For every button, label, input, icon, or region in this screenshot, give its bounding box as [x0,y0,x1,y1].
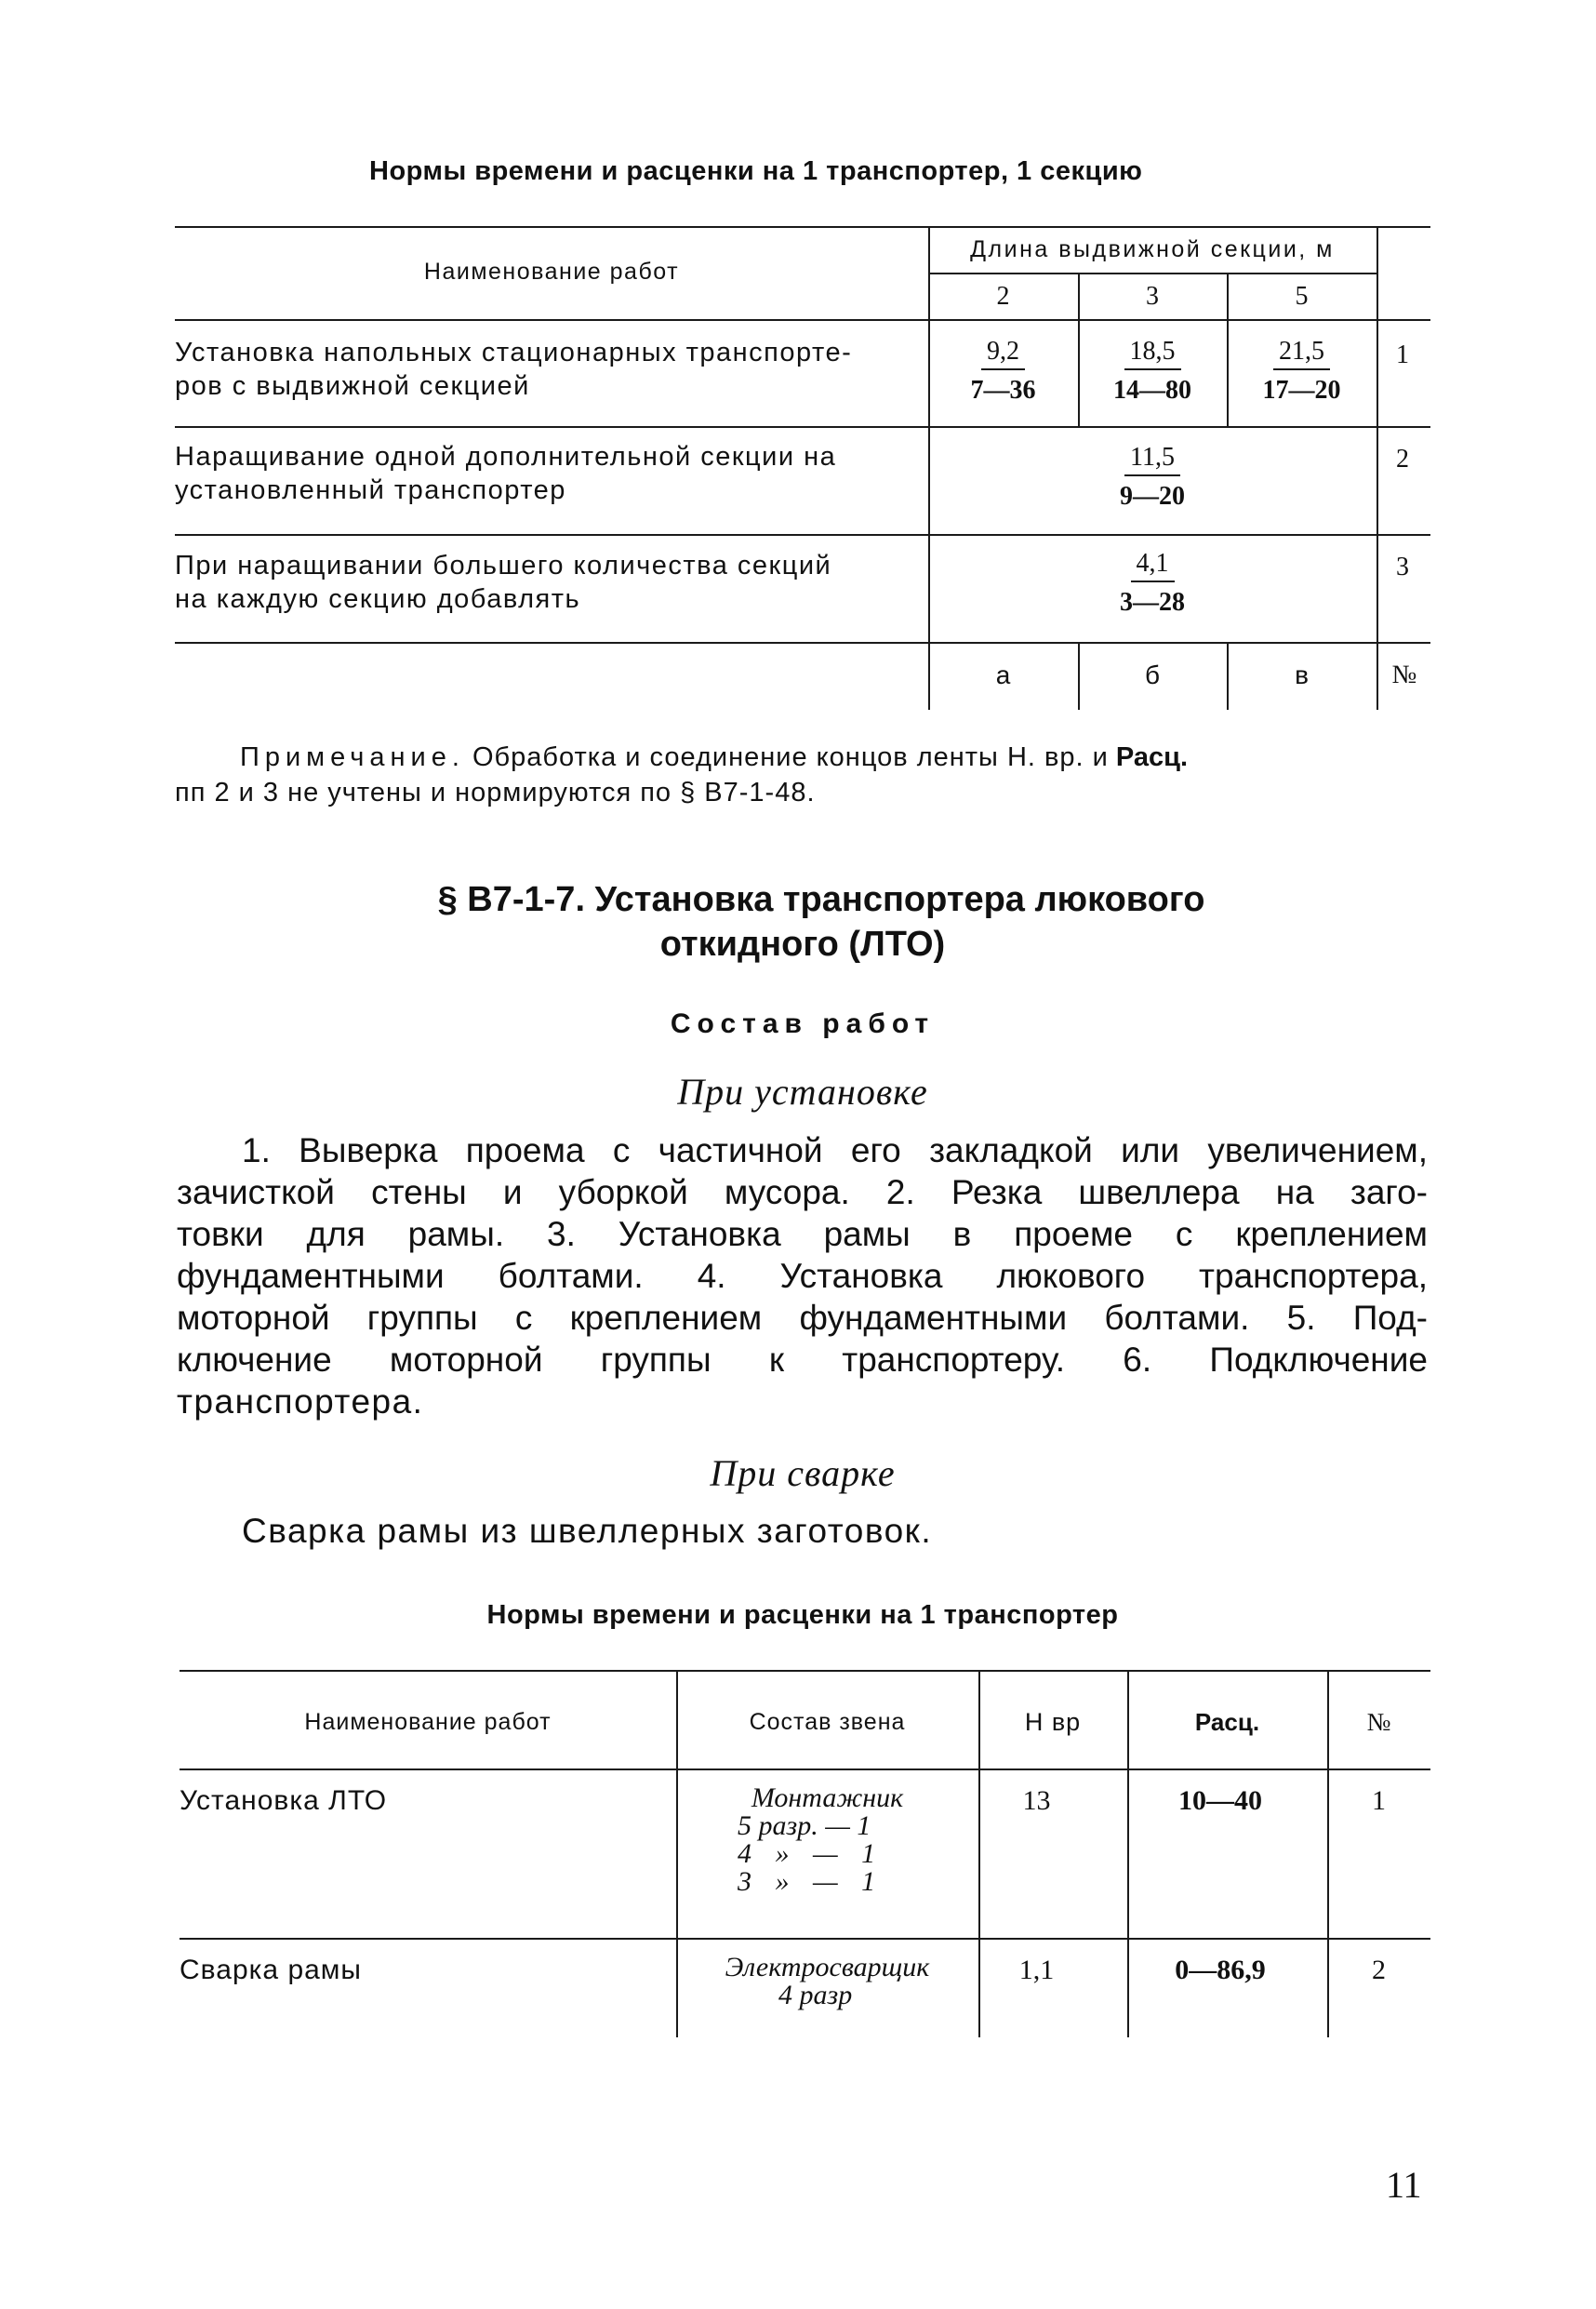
table2-header-rule [180,1768,1430,1770]
table1-row1-rule [175,426,1430,428]
installation-paragraph: 1. Выверка проема с частичной его закладкой или увеличением, зачисткой стены и уборкой мусора. 2. Резка швеллера на заго- товки для рамы. 3. Установка рамы в проеме с креплением фундаментными болтами. 4. Установка люкового транспортера, моторной группы с креплением фундаментными болтами. 5. Под- ключение моторной группы к транспортеру. 6. Подключение транспортера. [177,1131,1428,1421]
subheading-installation: При установке [677,1071,928,1113]
section-title [175,877,1430,967]
table1-row1-no: 1 [1396,340,1409,369]
note-label: Примечание. [240,742,465,772]
table1-header-col-3: 3 [1146,282,1159,311]
note-text1: Обработка и соединение концов ленты Н. вр. и [472,742,1109,772]
table1-subheader-rule [928,273,1377,274]
table2-header-name: Наименование работ [304,1709,552,1735]
table1-footer-c: в [1295,661,1309,689]
section-title-line1: § В7-1-7. Установка транспортера люкового [437,880,1205,919]
table1-title: Нормы времени и расценки на 1 транспортер, 1 секцию [369,156,1143,186]
table2-row2-crew: Электросварщик 4 разр [725,1952,930,2010]
table1-header-col-5: 5 [1295,282,1309,311]
table1-row1-value-b: $\frac{18,5}{14—80}$ [1113,337,1191,405]
table1-row2-no: 2 [1396,445,1409,474]
table1-top-rule [175,226,1430,228]
note [175,740,1430,810]
table2-row2-nvr: 1,1 [1018,1955,1055,1985]
table1-row1-value-a: $\frac{9,2}{7—36}$ [970,337,1036,405]
note-line2: пп 2 и 3 не учтены и нормируются по § В7-1-48. [175,778,816,807]
table1-row3-name: При наращивании большего количества секций на каждую секцию добавлять [175,551,832,614]
table1-row3-rule [175,642,1430,644]
table2-row1-no: 1 [1372,1785,1386,1816]
table1-footer-no: № [1391,661,1417,689]
table1-row2-rule [175,534,1430,536]
table1-row2-name: Наращивание одной дополнительной секции на установленный транспортер [175,442,837,505]
table2-row1-rule [180,1938,1430,1940]
table2-row1-name: Установка ЛТО [180,1785,388,1816]
table1-row1-name: Установка напольных стационарных транспорте- ров с выдвижной секцией [175,338,853,401]
table2-header-rate: Расц. [1194,1708,1260,1736]
table1-row3-no: 3 [1396,553,1409,581]
table2-row1-nvr: 13 [1022,1785,1051,1816]
table1-row3-value: $\frac{4,1}{3—28}$ [1120,549,1185,617]
table2-header-crew: Состав звена [749,1709,906,1735]
page-number: 11 [1386,2164,1422,2206]
table1-header-group: Длина выдвижной секции, м [970,236,1335,262]
table2-row2-rate: 0—86,9 [1175,1955,1266,1985]
table1-row1-value-c: $\frac{21,5}{17—20}$ [1262,337,1341,405]
composition-heading: Состав работ [670,1008,936,1039]
table2-row2-no: 2 [1372,1955,1386,1985]
table2-row1-rate: 10—40 [1178,1785,1262,1816]
subheading-welding: При сварке [710,1452,896,1494]
table1-header-name: Наименование работ [423,259,680,285]
note-text1-bold: Расц. [1115,742,1189,772]
table1-header-col-2: 2 [996,282,1010,311]
table1-header-rule [175,319,1430,321]
section-title-line2: откидного (ЛТО) [659,925,946,964]
table1-footer-a: а [995,661,1011,689]
note-line1 [175,740,1430,775]
table2-top-rule [180,1670,1430,1672]
table2-row2-name: Сварка рамы [180,1955,362,1985]
table2-header-no: № [1366,1708,1391,1736]
table2-row1-crew: Монтажник 5 разр. — 1 4 » — 1 3 » — 1 [738,1782,904,1897]
welding-paragraph: Сварка рамы из швеллерных заготовок. [242,1512,933,1550]
table2-title: Нормы времени и расценки на 1 транспортер [486,1600,1119,1630]
table1-row2-value: $\frac{11,5}{9—20}$ [1120,443,1185,511]
table2-header-nvr: Н вр [1024,1708,1082,1736]
table1-footer-b: б [1144,661,1161,689]
